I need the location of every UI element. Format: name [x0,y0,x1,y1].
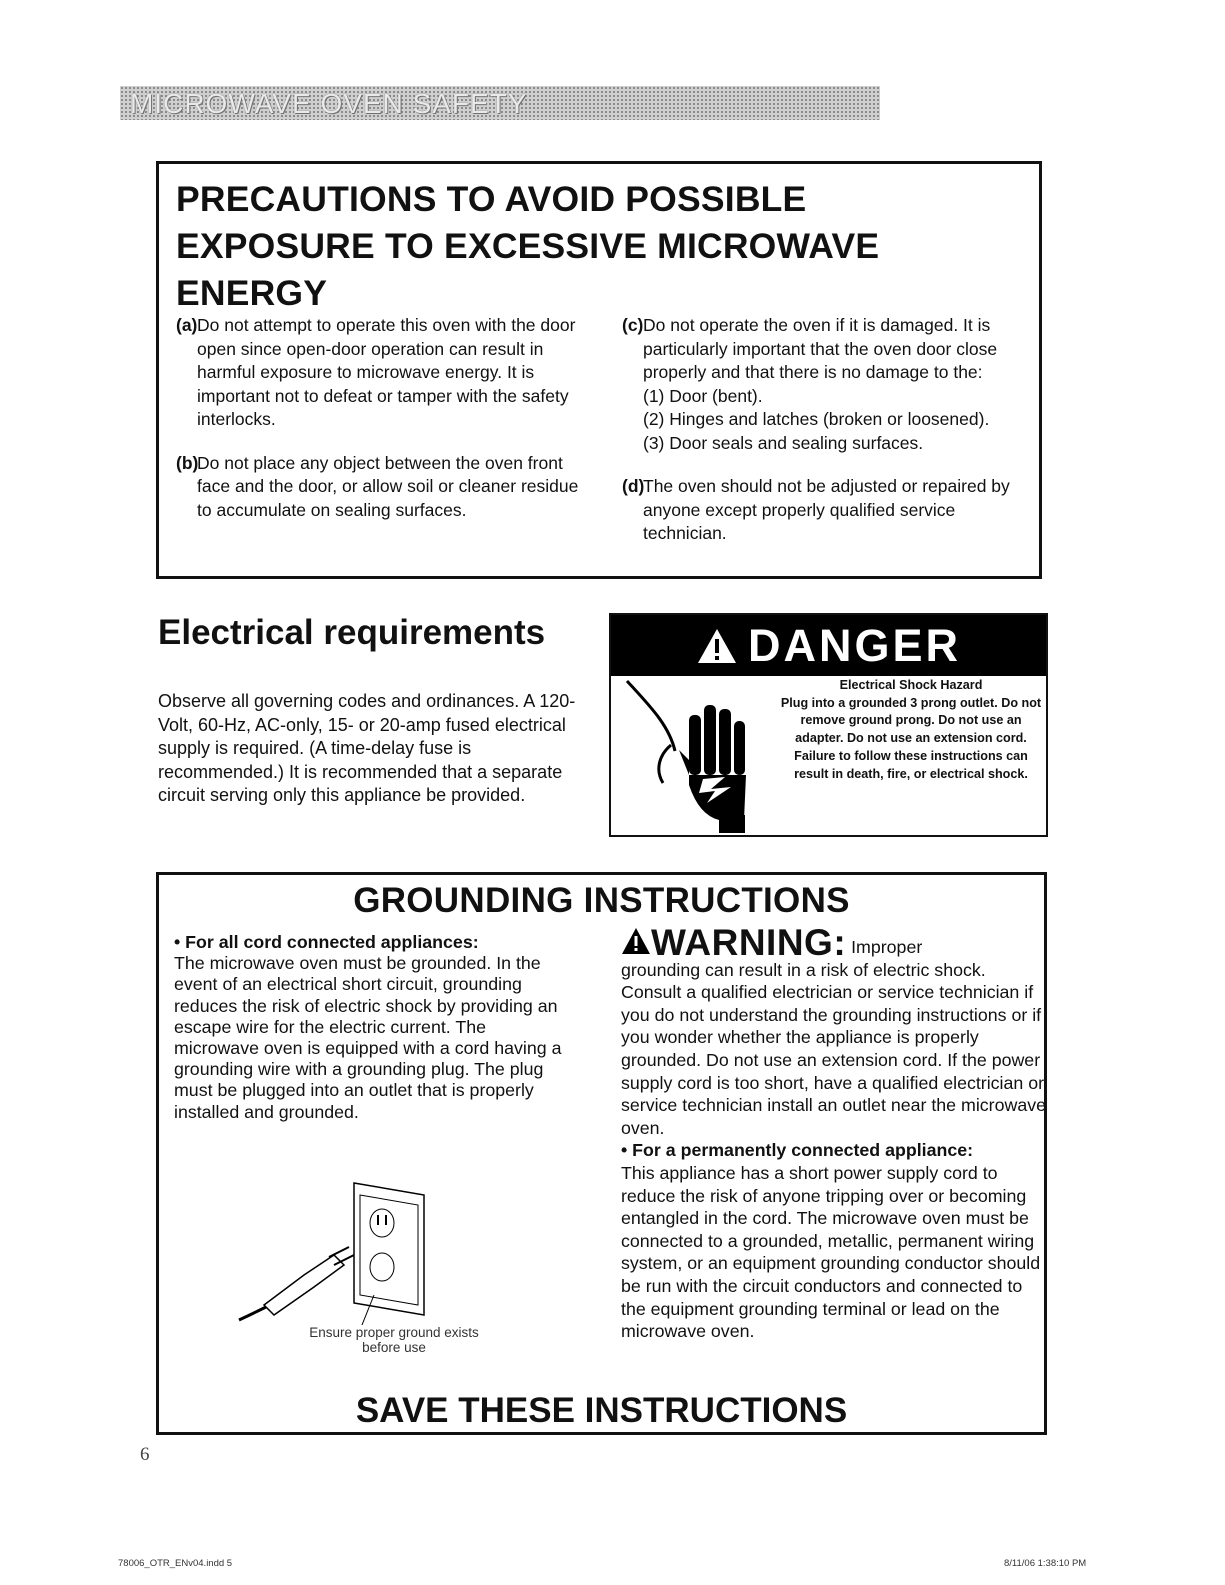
precaution-item-c [622,314,1022,455]
electric-shock-hand-icon [619,675,779,833]
danger-hazard: Electrical Shock Hazard [839,678,983,692]
danger-label: DANGER [747,619,961,671]
grounding-left-column [174,932,574,1123]
warning-line [621,922,1046,963]
footer-timestamp: 8/11/06 1:38:10 PM [1004,1558,1087,1569]
danger-consequence: Failure to follow these instructions can result in death, fire, or electrical shock. [794,748,1028,781]
plug-caption: Ensure proper ground exists before use [309,1325,479,1355]
warning-triangle-icon [696,627,738,665]
item-text: Do not attempt to operate this oven with the door open since open-door operation can result in harmful exposure to microwave energy. It is important not to defeat or tamper with the safety interlocks. [197,315,576,429]
danger-instructions: Plug into a grounded 3 prong outlet. Do not remove ground prong. Do not use an adapter. Do not use an extension cord. [780,695,1042,746]
permanent-body: This appliance has a short power supply cord to reduce the risk of anyone tripping over or becoming entangled in the cord. The microwave oven must be connected to a grounded, metallic, permanent wiring system, or an equipment grounding conductor should be run with the circuit conductors and connected to the equipment grounding terminal or lead on the microwave oven. [621,1162,1041,1342]
grounding-box [156,872,1047,1435]
precaution-item-b [176,452,586,523]
electrical-title: Electrical requirements [158,613,546,652]
cord-connected-heading: • For all cord connected appliances: [174,932,479,952]
danger-box [609,613,1048,837]
warning-triangle-icon [621,927,651,955]
item-label: (d) [622,476,645,496]
save-instructions: SAVE THESE INSTRUCTIONS [355,1391,848,1430]
item-label: (b) [176,452,199,473]
grounded-plug-outlet-icon [234,1175,434,1325]
precaution-item-a [176,314,586,432]
electrical-body: Observe all governing codes and ordinances. A 120-Volt, 60-Hz, AC-only, 15- or 20-amp fused electrical supply is required. (A time-delay fuse is recommended.) It is recommended that a separate circuit serving only this appliance be provided. [158,691,576,805]
precautions-heading: PRECAUTIONS TO AVOID POSSIBLE EXPOSURE TO EXCESSIVE MICROWAVE ENERGY [176,179,880,313]
danger-text-block [779,677,1043,783]
item-text: The oven should not be adjusted or repaired by anyone except properly qualified service technician. [643,476,1010,543]
precautions-right-column [622,314,1022,566]
precautions-box [156,161,1042,579]
item-subpoint: (1) Door (bent). [643,385,763,406]
item-text: Do not operate the oven if it is damaged. It is particularly important that the oven door close properly and that there is no damage to the: [643,315,998,382]
page-number: 6 [140,1444,150,1465]
grounding-title: GROUNDING INSTRUCTIONS [353,881,850,920]
banner-title: MICROWAVE OVEN SAFETY [130,88,528,119]
grounding-right-column [621,922,1046,1343]
cord-connected-body: The microwave oven must be grounded. In the event of an electrical short circuit, grounding reduces the risk of electric shock by providing an escape wire for the electric current. The microwave oven is equipped with a cord having a grounding wire with a grounding plug. The plug must be plugged into an outlet that is properly installed and grounded. [174,953,562,1122]
item-subpoint: (3) Door seals and sealing surfaces. [643,432,924,453]
footer-file: 78006_OTR_ENv04.indd 5 [118,1558,233,1569]
warning-body: grounding can result in a risk of electric shock. Consult a qualified electrician or service technician if you do not understand the grounding instructions or if you wonder whether the appliance is properly grounded. Do not use an extension cord. If the power supply cord is too short, have a qualified electrician or service technician install an outlet near the microwave oven. [621,959,1046,1138]
warning-first-word: Improper [851,937,923,957]
warning-label: WARNING: [651,922,847,963]
precaution-item-d [622,475,1022,546]
item-subpoint: (2) Hinges and latches (broken or loosened). [643,409,990,429]
item-label: (a) [176,315,198,335]
section-banner [120,86,880,120]
item-text: Do not place any object between the oven front face and the door, or allow soil or cleaner residue to accumulate on sealing surfaces. [197,452,579,520]
item-label: (c) [622,315,644,335]
permanent-heading: • For a permanently connected appliance: [621,1140,974,1161]
precautions-left-column [176,314,586,542]
danger-header [611,615,1046,676]
